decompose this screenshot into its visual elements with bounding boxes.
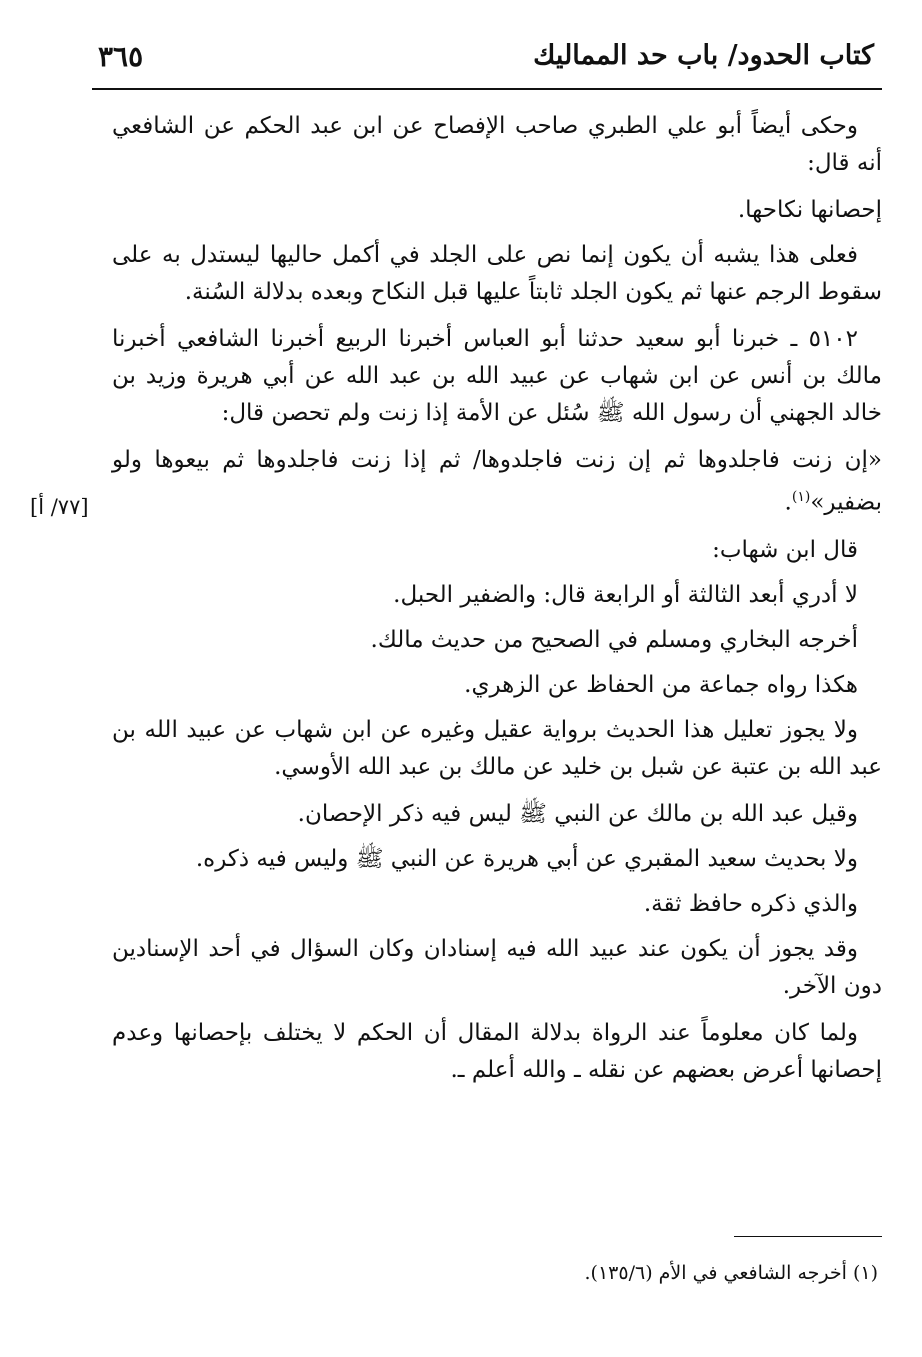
- paragraph: وحكى أيضاً أبو علي الطبري صاحب الإفصاح عن ابن عبد الحكم عن الشافعي أنه قال:: [112, 113, 882, 176]
- paragraph: وقد يجوز أن يكون عند عبيد الله فيه إسنادان وكان السؤال في أحد الإسنادين دون الآخر.: [112, 935, 882, 999]
- page-header: [92, 36, 882, 92]
- hadith-quote-text: «إن زنت فاجلدوها ثم إن زنت فاجلدوها/ ثم إذا زنت فاجلدوها ثم بيعوها ولو بضفير»: [112, 447, 882, 516]
- footnote: (١) أخرجه الشافعي في الأم (١٣٥/٦).: [584, 1262, 878, 1284]
- page-number: ٣٦٥: [98, 40, 144, 73]
- paragraph: إحصانها نكاحها.: [737, 197, 882, 223]
- paragraph: فعلى هذا يشبه أن يكون إنما نص على الجلد في أكمل حاليها ليستدل به على سقوط الرجم عنها ثم يكون الجلد ثابتاً عليها قبل النكاح وبعده بدلالة السُنة.: [112, 242, 882, 305]
- paragraph: ولا بحديث سعيد المقبري عن أبي هريرة عن النبي ﷺ وليس فيه ذكره.: [195, 845, 858, 872]
- footnote-ref: (١): [791, 489, 811, 505]
- paragraph: هكذا رواه جماعة من الحفاظ عن الزهري.: [464, 671, 858, 698]
- paragraph: ولما كان معلوماً عند الرواة بدلالة المقال أن الحكم لا يختلف بإحصانها وعدم إحصانها أعرض بعضهم عن نقله ـ والله أعلم ـ.: [112, 1019, 882, 1083]
- paragraph: قال ابن شهاب:: [712, 536, 858, 563]
- hadith-paragraph: ٥١٠٢ ـ خبرنا أبو سعيد حدثنا أبو العباس أخبرنا الربيع أخبرنا الشافعي أخبرنا مالك بن أنس عن ابن شهاب عن عبيد الله بن عبد الله عن أبي هريرة وزيد بن خالد الجهني أن رسول الله ﷺ سُئل عن الأمة إذا زنت ولم تحصن قال:: [112, 326, 882, 426]
- header-rule: [92, 88, 882, 90]
- footnote-rule: [734, 1236, 882, 1237]
- hadith-quote: «إن زنت فاجلدوها ثم إن زنت فاجلدوها/ ثم إذا زنت فاجلدوها ثم بيعوها ولو بضفير»$^{(١)}$.: [112, 447, 882, 516]
- margin-folio-note: [٧٧/ أ]: [30, 495, 89, 519]
- paragraph: ولا يجوز تعليل هذا الحديث برواية عقيل وغيره عن ابن شهاب عن عبيد الله بن عبد الله بن عتبة عن شبل بن خليد عن مالك بن عبد الله الأوسي.: [112, 716, 882, 780]
- paragraph: والذي ذكره حافظ ثقة.: [643, 890, 858, 917]
- running-title: كتاب الحدود/ باب حد المماليك: [533, 40, 874, 71]
- paragraph: وقيل عبد الله بن مالك عن النبي ﷺ ليس فيه ذكر الإحصان.: [297, 800, 858, 827]
- main-text: [112, 108, 882, 1099]
- paragraph: أخرجه البخاري ومسلم في الصحيح من حديث مالك.: [370, 626, 858, 653]
- paragraph: لا أدري أبعد الثالثة أو الرابعة قال: والضفير الحبل.: [393, 581, 858, 608]
